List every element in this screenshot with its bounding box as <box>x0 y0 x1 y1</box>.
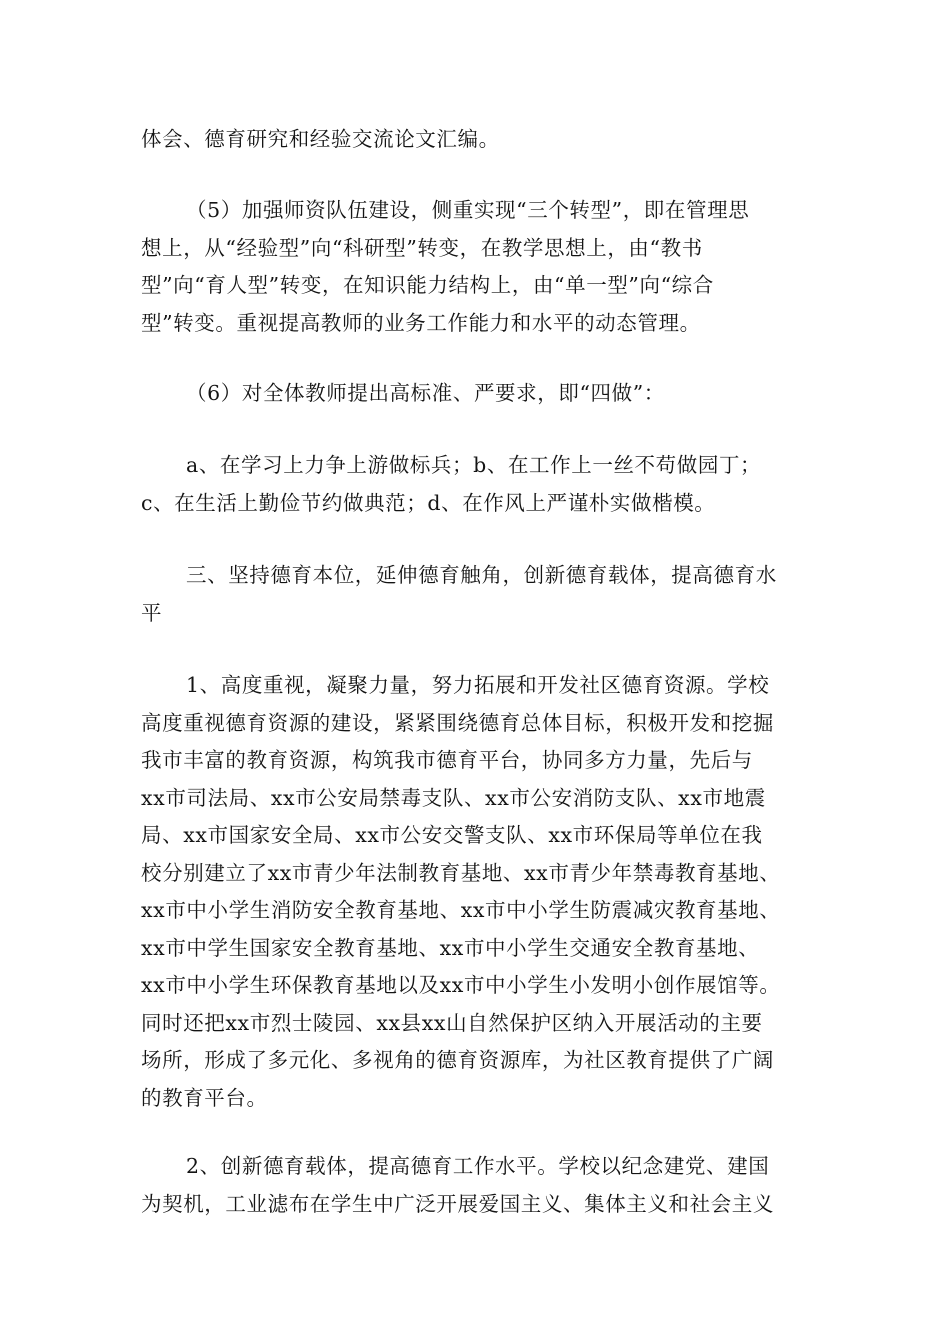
text-line: （6）对全体教师提出高标准、严要求，即“四做”： <box>186 381 665 405</box>
paragraph-section-heading <box>141 557 831 632</box>
text-line: c、在生活上勤俭节约做典范；d、在作风上严谨朴实做楷模。 <box>141 490 716 515</box>
text-line: 我市丰富的教育资源，构筑我市德育平台，协同多方力量，先后与 <box>141 748 753 772</box>
text-line: 同时还把xx市烈士陵园、xx县xx山自然保护区纳入开展活动的主要 <box>141 1010 763 1035</box>
text-line: 体会、德育研究和经验交流论文汇编。 <box>141 127 500 151</box>
text-line: 1、高度重视，凝聚力量，努力拓展和开发社区德育资源。学校 <box>186 673 770 697</box>
text-line: 2、创新德育载体，提高德育工作水平。学校以纪念建党、建国 <box>186 1154 770 1178</box>
paragraph-2 <box>141 192 831 342</box>
paragraph-6 <box>141 1148 831 1223</box>
paragraph-4 <box>141 447 831 522</box>
text-line: 想上，从“经验型”向“科研型”转变，在教学思想上，由“教书 <box>141 235 703 260</box>
text-line: xx市司法局、xx市公安局禁毒支队、xx市公安消防支队、xx市地震 <box>141 785 766 810</box>
text-line: 型”向“育人型”转变，在知识能力结构上，由“单一型”向“综合 <box>141 273 714 297</box>
paragraph-5 <box>141 667 831 1117</box>
text-line: xx市中小学生环保教育基地以及xx市中小学生小发明小创作展馆等。 <box>141 973 781 997</box>
text-line: 型”转变。重视提高教师的业务工作能力和水平的动态管理。 <box>141 310 701 335</box>
text-line: 平 <box>141 600 163 625</box>
paragraph-1 <box>141 121 831 159</box>
text-line: 校分别建立了xx市青少年法制教育基地、xx市青少年禁毒教育基地、 <box>141 860 781 885</box>
paragraph-3 <box>141 375 831 413</box>
text-line: 高度重视德育资源的建设，紧紧围绕德育总体目标，积极开发和挖掘 <box>141 710 774 735</box>
text-line: 的教育平台。 <box>141 1085 268 1110</box>
text-line: 场所，形成了多元化、多视角的德育资源库，为社区教育提供了广阔 <box>141 1048 774 1072</box>
text-line: 局、xx市国家安全局、xx市公安交警支队、xx市环保局等单位在我 <box>141 823 763 847</box>
text-line: xx市中学生国家安全教育基地、xx市中小学生交通安全教育基地、 <box>141 935 760 960</box>
text-line: 为契机，工业滤布在学生中广泛开展爱国主义、集体主义和社会主义 <box>141 1191 774 1216</box>
text-line: （5）加强师资队伍建设，侧重实现“三个转型”，即在管理思 <box>186 198 750 222</box>
text-line: 三、坚持德育本位，延伸德育触角，创新德育载体，提高德育水 <box>186 563 777 587</box>
text-line: xx市中小学生消防安全教育基地、xx市中小学生防震减灾教育基地、 <box>141 898 781 922</box>
text-line: a、在学习上力争上游做标兵；b、在工作上一丝不苟做园丁； <box>186 453 762 477</box>
